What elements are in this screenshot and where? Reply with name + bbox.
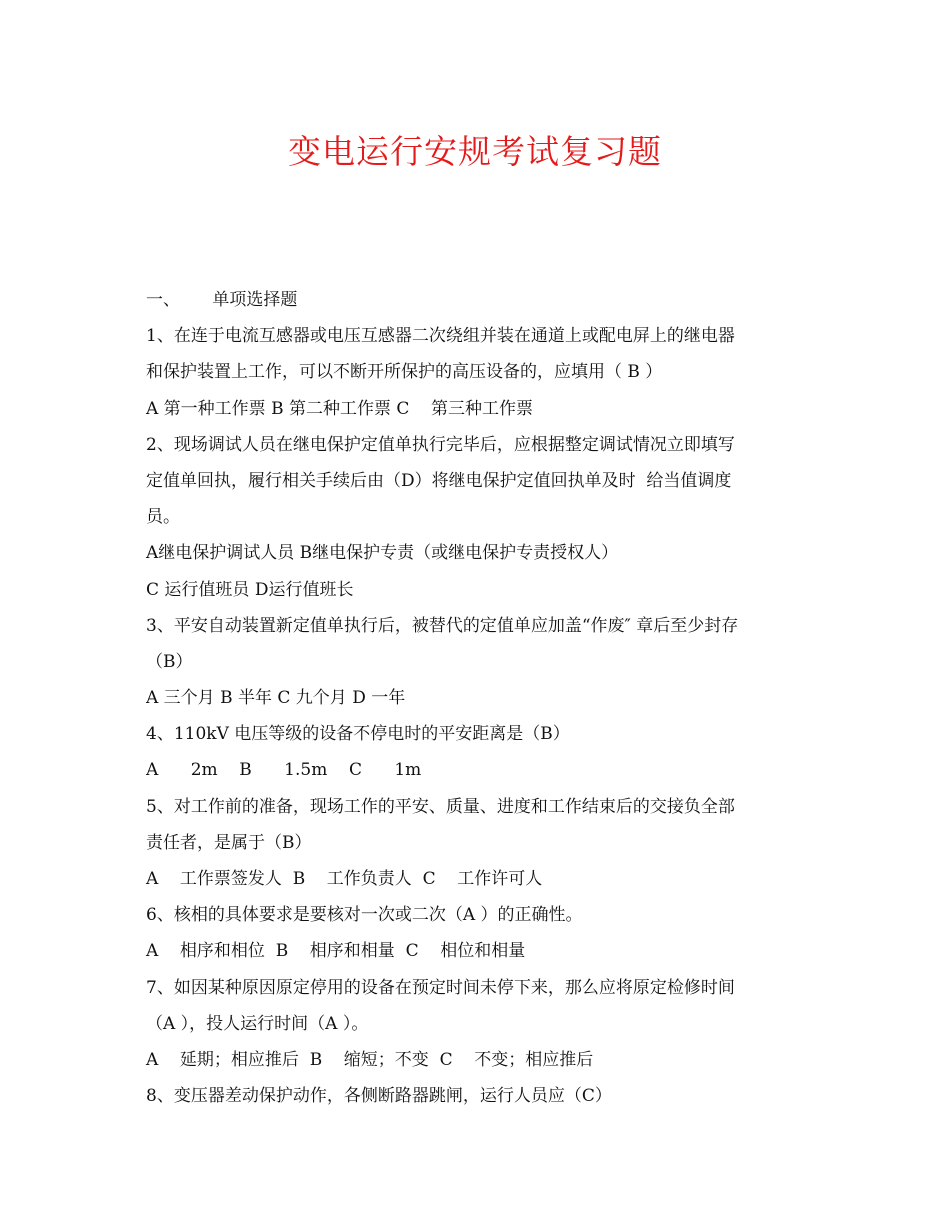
question-5-options: A 工作票签发人 B 工作负责人 C 工作许可人: [146, 869, 543, 889]
document-title: 变电运行安规考试复习题: [288, 132, 662, 171]
question-2-options-2: C 运行值班员 D运行值班长: [146, 579, 354, 600]
question-2-line-3: 员。: [146, 507, 180, 528]
question-1-line-1: 1、在连于电流互感器或电压互感器二次绕组并装在通道上或配电屏上的继电器: [146, 326, 735, 347]
question-6-line-1: 6、核相的具体要求是要核对一次或二次（A ）的正确性。: [146, 905, 583, 926]
question-3-line-1: 3、平安自动装置新定值单执行后，被替代的定值单应加盖“作废″ 章后至少封存: [146, 615, 739, 636]
question-5-line-1: 5、对工作前的准备，现场工作的平安、质量、进度和工作结束后的交接负全部: [146, 796, 735, 817]
question-7-options: A 延期；相应推后 B 缩短；不变 C 不变；相应推后: [146, 1049, 594, 1070]
question-2-line-2: 定值单回执，履行相关手续后由（D）将继电保护定值回执单及时 给当值调度: [146, 470, 732, 491]
document-body: [146, 282, 816, 1114]
question-8-line-1: 8、变压器差动保护动作，各侧断路器跳闸，运行人员应（C）: [146, 1086, 612, 1107]
question-3-line-2: （B）: [146, 651, 193, 672]
section-heading: 一、 单项选择题: [146, 290, 298, 310]
question-6-options: A 相序和相位 B 相序和相量 C 相位和相量: [146, 941, 526, 962]
question-2-options-1: A继电保护调试人员 B继电保护专责（或继电保护专责授权人）: [146, 543, 619, 564]
question-2-line-1: 2、现场调试人员在继电保护定值单执行完毕后，应根据整定调试情况立即填写: [146, 434, 735, 455]
question-3-options: A 三个月 B 半年 C 九个月 D 一年: [146, 688, 406, 709]
question-1-options: A 第一种工作票 B 第二种工作票 C 第三种工作票: [146, 398, 534, 419]
question-1-line-2: 和保护装置上工作，可以不断开所保护的高压设备的，应填用（ B ）: [146, 362, 663, 383]
question-4-line-1: 4、110kV 电压等级的设备不停电时的平安距离是（B）: [146, 724, 570, 745]
question-7-line-2: （A ），投人运行时间（A ）。: [146, 1013, 369, 1034]
question-7-line-1: 7、如因某种原因原定停用的设备在预定时间未停下来，那么应将原定检修时间: [146, 977, 735, 998]
question-5-line-2: 责任者，是属于（B）: [146, 832, 312, 853]
question-4-options: A 2m B 1.5m C 1m: [146, 760, 422, 781]
